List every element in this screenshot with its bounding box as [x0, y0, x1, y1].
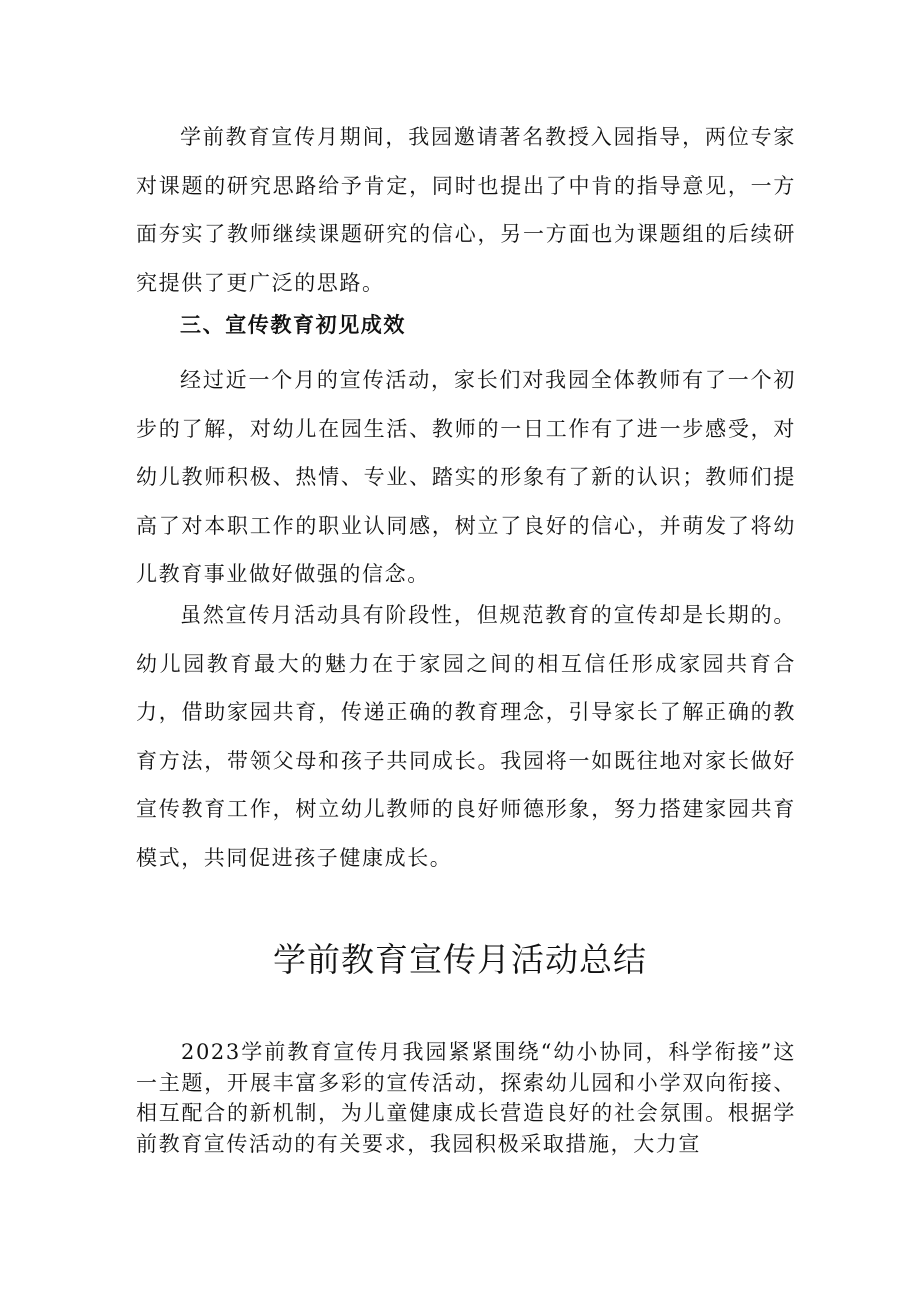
- body-paragraph: 经过近一个月的宣传活动，家长们对我园全体教师有了一个初步的了解，对幼儿在园生活、教师的一日工作有了进一步感受，对幼儿教师积极、热情、专业、踏实的形象有了新的认识；教师们提高了对本职工作的职业认同感，树立了良好的信心，并萌发了将幼儿教育事业做好做强的信念。: [136, 368, 796, 586]
- body-paragraph: 学前教育宣传月期间，我园邀请著名教授入园指导，两位专家对课题的研究思路给予肯定，同时也提出了中肯的指导意见，一方面夯实了教师继续课题研究的信心，另一方面也为课题组的后续研究提供了更广泛的思路。: [136, 125, 796, 295]
- body-paragraph: 虽然宣传月活动具有阶段性，但规范教育的宣传却是长期的。幼儿园教育最大的魅力在于家园之间的相互信任形成家园共育合力，借助家园共育，传递正确的教育理念，引导家长了解正确的教育方法，带领父母和孩子共同成长。我园将一如既往地对家长做好宣传教育工作，树立幼儿教师的良好师德形象，努力搭建家园共育模式，共同促进孩子健康成长。: [136, 603, 796, 870]
- section-heading: 三、宣传教育初见成效: [180, 313, 406, 337]
- document-title: 学前教育宣传月活动总结: [273, 940, 647, 979]
- body-paragraph: 2023学前教育宣传月我园紧紧围绕“幼小协同，科学衔接”这一主题，开展丰富多彩的宣传活动，探索幼儿园和小学双向衔接、相互配合的新机制，为儿童健康成长营造良好的社会氛围。根据学前教育宣传活动的有关要求，我园积极采取措施，大力宣: [136, 1040, 796, 1156]
